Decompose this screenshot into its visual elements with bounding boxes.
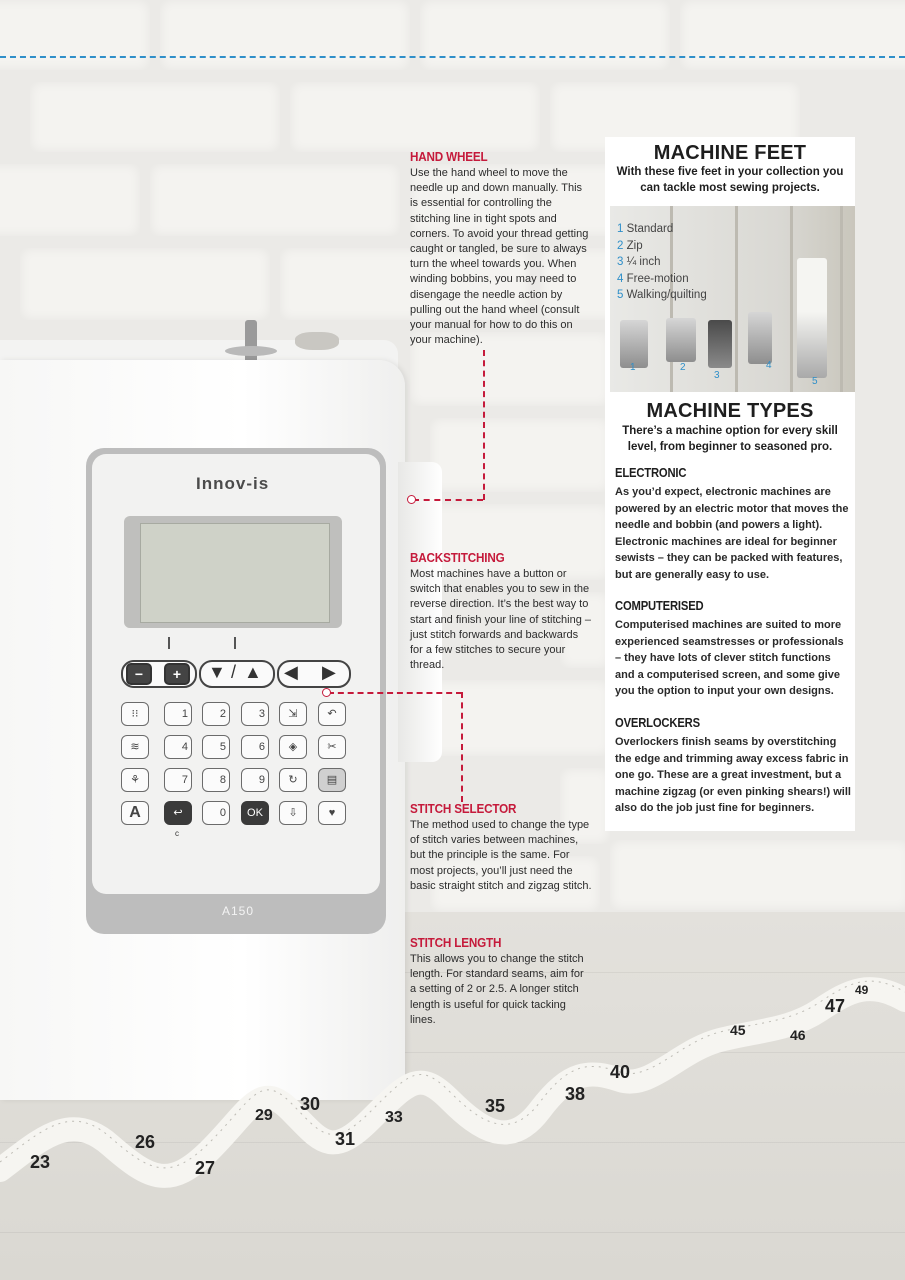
stitch-selector-connector-h (328, 692, 462, 694)
feet-list-item (617, 287, 707, 304)
callout-heading: BACKSTITCHING (410, 550, 505, 565)
tape-number: 49 (855, 983, 869, 997)
foot-zip (666, 318, 696, 362)
reverse-key[interactable]: ↶ (318, 702, 346, 726)
section-electronic (615, 466, 851, 584)
callout-stitch-selector (410, 801, 592, 894)
lcd-screen (140, 523, 330, 623)
feet-list-item (617, 221, 707, 238)
hand-wheel-dot (407, 495, 416, 504)
tape-number: 45 (730, 1022, 746, 1038)
section-overlockers (615, 716, 851, 817)
tape-number: 29 (255, 1107, 273, 1124)
tape-number: 35 (485, 1096, 506, 1116)
feet-list-name: Free-motion (626, 272, 689, 285)
foot-walking (797, 258, 827, 378)
hand-wheel-connector-h (413, 499, 483, 501)
machine-feet-title: MACHINE FEET (653, 142, 807, 164)
needle-key[interactable]: ⚘ (121, 768, 149, 792)
machine-feet-subtitle: With these five feet in your collection you can tackle most sewing projects. (616, 166, 844, 194)
down-triangle-button[interactable]: ▼ (208, 662, 226, 682)
key-4[interactable]: 4 (164, 735, 192, 759)
spool-cap (225, 346, 277, 356)
tick-mark (168, 637, 170, 649)
callout-body: Most machines have a button or switch that enables you to sew in the reverse direction. It’s the best way to start and finish your line of stitching – just stitch forwards and backwards for a few stitches to secure your thread. (410, 568, 591, 672)
key-7[interactable]: 7 (164, 768, 192, 792)
pattern-key[interactable]: ≋ (121, 735, 149, 759)
feet-list-num: 2 (617, 239, 624, 252)
section-body: Computerised machines are suited to more experienced seamstresses or professionals – they have lots of clever stitch functions and a computerised screen, and some give you the option to input your own designs. (615, 619, 844, 698)
key-9[interactable]: 9 (241, 768, 269, 792)
board-line (735, 206, 738, 392)
callout-heading: HAND WHEEL (410, 149, 488, 164)
key-5[interactable]: 5 (202, 735, 230, 759)
key-0[interactable]: 0 (202, 801, 230, 825)
feet-list-num: 5 (617, 289, 624, 301)
section-heading: OVERLOCKERS (615, 716, 700, 730)
stitch-grid-key[interactable]: ⁝⁝ (121, 702, 149, 726)
slash-divider: / (231, 662, 237, 682)
feet-list-name: ¼ inch (626, 256, 661, 268)
tape-number: 23 (30, 1152, 51, 1172)
right-arrow-button[interactable]: ▶ (322, 662, 336, 682)
tape-number: 31 (335, 1129, 356, 1149)
foot-number: 2 (680, 362, 686, 373)
feet-list-name: Walking/quilting (626, 289, 707, 301)
callout-heading: STITCH LENGTH (410, 935, 502, 950)
left-arrow-button[interactable]: ◀ (284, 662, 298, 682)
tape-number: 26 (135, 1132, 156, 1152)
key-a[interactable]: A (121, 801, 149, 825)
foot-standard (620, 320, 648, 368)
callout-heading: STITCH SELECTOR (410, 801, 517, 816)
callout-backstitching (410, 550, 592, 673)
callout-body: The method used to change the type of stitch varies between machines, but the principle is the same. For most projects, you’ll just need the basic straight stitch and zigzag stitch. (410, 819, 592, 892)
presser-key[interactable]: ◈ (279, 735, 307, 759)
tape-number: 46 (790, 1027, 806, 1043)
tape-number: 38 (565, 1084, 586, 1104)
key-8[interactable]: 8 (202, 768, 230, 792)
foot-number: 4 (766, 360, 772, 371)
feet-list-name: Zip (626, 239, 643, 252)
foot-number: 1 (630, 362, 636, 373)
tape-number: 47 (825, 996, 846, 1016)
back-key[interactable]: ↩ (164, 801, 192, 825)
needle-position-key[interactable]: ⇲ (279, 702, 307, 726)
section-heading: ELECTRONIC (615, 466, 687, 480)
machine-types-title: MACHINE TYPES (646, 400, 814, 422)
hand-wheel-connector (483, 350, 485, 500)
feet-list-item (617, 254, 707, 271)
tape-number: 30 (300, 1094, 321, 1114)
character-key[interactable]: ♥ (318, 801, 346, 825)
c-label: c (175, 829, 179, 838)
callout-body: Use the hand wheel to move the needle up and down manually. This is essential for controlling the stitching line in tight spots and corners. To avoid your thread getting caught or tangled, be sure to always turn the wheel towards you. When winding bobbins, you may need to disengage the needle action by pulling out the hand wheel (consult your manual for how to do this on your machine). (410, 167, 589, 347)
key-6[interactable]: 6 (241, 735, 269, 759)
feet-list-name: Standard (626, 223, 674, 235)
stitch-selector-dot (322, 688, 331, 697)
tape-number: 40 (610, 1062, 631, 1082)
machine-types-subtitle: There’s a machine option for every skill level, from beginner to seasoned pro. (622, 425, 838, 453)
memory-key[interactable]: ▤ (318, 768, 346, 792)
foot-number: 5 (812, 376, 818, 387)
key-2[interactable]: 2 (202, 702, 230, 726)
feet-list (617, 221, 707, 304)
bobbin-winder (295, 332, 339, 350)
plus-button[interactable]: + (164, 663, 190, 685)
tape-measure (0, 960, 905, 1190)
foot-free-motion (748, 312, 772, 364)
save-key[interactable]: ⇩ (279, 801, 307, 825)
up-triangle-button[interactable]: ▲ (244, 662, 262, 682)
section-heading: COMPUTERISED (615, 599, 704, 613)
key-3[interactable]: 3 (241, 702, 269, 726)
section-computerised (615, 599, 851, 700)
minus-button[interactable]: − (126, 663, 152, 685)
feet-list-item (617, 271, 707, 288)
tape-number: 33 (385, 1109, 403, 1126)
blue-stitch-line (0, 56, 905, 58)
foot-number: 3 (714, 370, 720, 381)
feet-list-num: 3 (617, 256, 624, 268)
board-line (790, 206, 793, 392)
board-line (840, 206, 843, 392)
feet-list-item (617, 238, 707, 255)
feet-list-num: 4 (617, 272, 624, 285)
ok-key[interactable]: OK (241, 801, 269, 825)
callout-body: This allows you to change the stitch length. For standard seams, aim for a setting of 2 or 2.5. A longer stitch length is useful for quick tacking lines. (410, 953, 584, 1026)
repeat-key[interactable]: ↻ (279, 768, 307, 792)
section-body: Overlockers finish seams by overstitching the edge and trimming away excess fabric in one go. These are a great investment, but a machine zigzag (or even pinking shears!) will also do the job just fine for beginners. (615, 736, 851, 815)
callout-hand-wheel (410, 149, 592, 348)
section-body: As you’d expect, electronic machines are powered by an electric motor that moves the needle and bobbin (and powers a light). Electronic machines are ideal for beginner sewists – they can be packed with features, but are generally easy to use. (615, 486, 849, 581)
foot-quarter-inch (708, 320, 732, 368)
stitch-selector-connector (461, 692, 463, 802)
tick-mark (234, 637, 236, 649)
key-1[interactable]: 1 (164, 702, 192, 726)
scissors-key[interactable]: ✂ (318, 735, 346, 759)
brand-logo: Innov-is (196, 474, 270, 493)
tape-number: 27 (195, 1158, 216, 1178)
feet-list-num: 1 (617, 223, 624, 235)
model-label: A150 (222, 904, 255, 918)
